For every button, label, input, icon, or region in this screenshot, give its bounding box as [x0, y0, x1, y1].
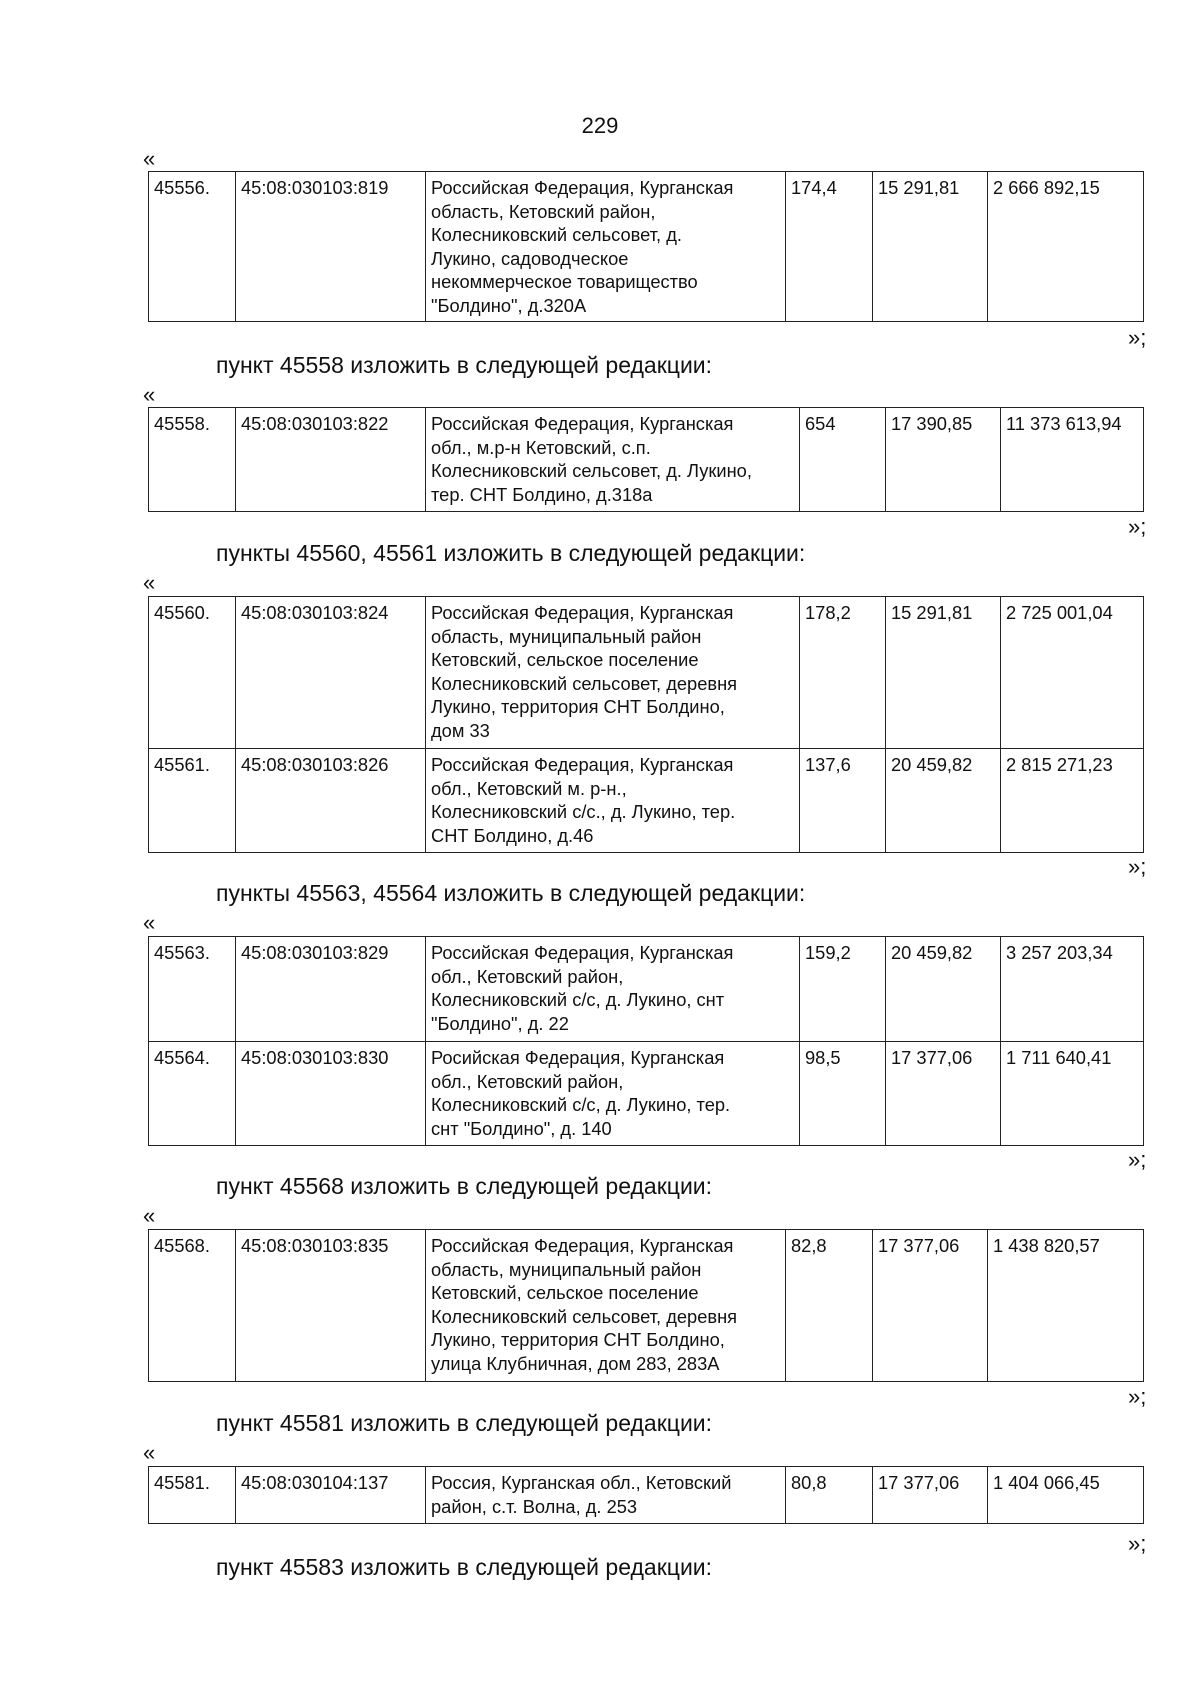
- address: Российская Федерация, Курганская обл., м.р-н Кетовский, с.п. Колесниковский сельсовет, д. Лукино, тер. СНТ Болдино, д.318а: [426, 408, 800, 512]
- cadastral-number: 45:08:030103:829: [236, 937, 426, 1042]
- value: 1 404 066,45: [988, 1467, 1144, 1524]
- table-row: [149, 1042, 1144, 1146]
- value: 3 257 203,34: [1001, 937, 1144, 1042]
- property-table: [148, 407, 1144, 512]
- amendment-paragraph: пункт 45583 изложить в следующей редакции:: [216, 1554, 713, 1580]
- rate: 17 377,06: [873, 1467, 988, 1524]
- area: 654: [800, 408, 886, 512]
- value: 1 438 820,57: [988, 1230, 1144, 1382]
- address: Российская Федерация, Курганская обл., Кетовский район, Колесниковский с/с, д. Лукино, снт "Болдино", д. 22: [426, 937, 800, 1042]
- area: 98,5: [800, 1042, 886, 1146]
- closing-quote: »;: [1128, 514, 1147, 539]
- area: 137,6: [800, 749, 886, 853]
- rate: 20 459,82: [886, 937, 1001, 1042]
- row-number: 45556.: [149, 172, 236, 322]
- area: 174,4: [786, 172, 873, 322]
- opening-quote: «: [143, 382, 156, 407]
- table-row: [149, 1230, 1144, 1382]
- cadastral-number: 45:08:030104:137: [236, 1467, 426, 1524]
- closing-quote: »;: [1128, 325, 1147, 350]
- cadastral-number: 45:08:030103:835: [236, 1230, 426, 1382]
- cadastral-number: 45:08:030103:822: [236, 408, 426, 512]
- row-number: 45564.: [149, 1042, 236, 1146]
- closing-quote: »;: [1128, 854, 1147, 879]
- table-row: [149, 172, 1144, 322]
- address: Российская Федерация, Курганская обл., Кетовский м. р-н., Колесниковский с/с., д. Лукино, тер. СНТ Болдино, д.46: [426, 749, 800, 853]
- amendment-paragraph: пункты 45560, 45561 изложить в следующей редакции:: [216, 540, 806, 566]
- amendment-paragraph: пункт 45558 изложить в следующей редакции:: [216, 352, 713, 378]
- row-number: 45568.: [149, 1230, 236, 1382]
- amendment-paragraph: пункт 45581 изложить в следующей редакции:: [216, 1410, 713, 1436]
- cadastral-number: 45:08:030103:819: [236, 172, 426, 322]
- area: 80,8: [786, 1467, 873, 1524]
- table-row: [149, 749, 1144, 853]
- value: 1 711 640,41: [1001, 1042, 1144, 1146]
- table-row: [149, 1467, 1144, 1524]
- rate: 15 291,81: [873, 172, 988, 322]
- table-row: [149, 937, 1144, 1042]
- address: Росийская Федерация, Курганская обл., Кетовский район, Колесниковский с/с, д. Лукино, тер. снт "Болдино", д. 140: [426, 1042, 800, 1146]
- address: Россия, Курганская обл., Кетовский район, с.т. Волна, д. 253: [426, 1467, 786, 1524]
- property-table: [148, 596, 1144, 853]
- cadastral-number: 45:08:030103:830: [236, 1042, 426, 1146]
- amendment-paragraph: пункты 45563, 45564 изложить в следующей редакции:: [216, 880, 806, 906]
- closing-quote: »;: [1128, 1531, 1147, 1556]
- rate: 20 459,82: [886, 749, 1001, 853]
- closing-quote: »;: [1128, 1384, 1147, 1409]
- area: 159,2: [800, 937, 886, 1042]
- value: 11 373 613,94: [1001, 408, 1144, 512]
- cadastral-number: 45:08:030103:824: [236, 597, 426, 749]
- area: 178,2: [800, 597, 886, 749]
- opening-quote: «: [143, 1203, 156, 1228]
- opening-quote: «: [143, 146, 156, 171]
- property-table: [148, 171, 1144, 322]
- row-number: 45581.: [149, 1467, 236, 1524]
- row-number: 45563.: [149, 937, 236, 1042]
- rate: 17 377,06: [873, 1230, 988, 1382]
- property-table: [148, 1466, 1144, 1524]
- table-row: [149, 408, 1144, 512]
- rate: 17 377,06: [886, 1042, 1001, 1146]
- address: Российская Федерация, Курганская область, Кетовский район, Колесниковский сельсовет, д. Лукино, садоводческое некоммерческое товарищество "Болдино", д.320А: [426, 172, 786, 322]
- page-number: 229: [581, 113, 619, 138]
- amendment-paragraph: пункт 45568 изложить в следующей редакции:: [216, 1173, 713, 1199]
- row-number: 45561.: [149, 749, 236, 853]
- address: Российская Федерация, Курганская область, муниципальный район Кетовский, сельское поселение Колесниковский сельсовет, деревня Лукино, территория СНТ Болдино, улица Клубничная, дом 283, 283А: [426, 1230, 786, 1382]
- property-table: [148, 936, 1144, 1146]
- value: 2 666 892,15: [988, 172, 1144, 322]
- value: 2 725 001,04: [1001, 597, 1144, 749]
- property-table: [148, 1229, 1144, 1382]
- rate: 15 291,81: [886, 597, 1001, 749]
- opening-quote: «: [143, 910, 156, 935]
- rate: 17 390,85: [886, 408, 1001, 512]
- cadastral-number: 45:08:030103:826: [236, 749, 426, 853]
- closing-quote: »;: [1128, 1147, 1147, 1172]
- value: 2 815 271,23: [1001, 749, 1144, 853]
- row-number: 45560.: [149, 597, 236, 749]
- table-row: [149, 597, 1144, 749]
- address: Российская Федерация, Курганская область, муниципальный район Кетовский, сельское поселение Колесниковский сельсовет, деревня Лукино, территория СНТ Болдино, дом 33: [426, 597, 800, 749]
- opening-quote: «: [143, 1440, 156, 1465]
- area: 82,8: [786, 1230, 873, 1382]
- opening-quote: «: [143, 570, 156, 595]
- row-number: 45558.: [149, 408, 236, 512]
